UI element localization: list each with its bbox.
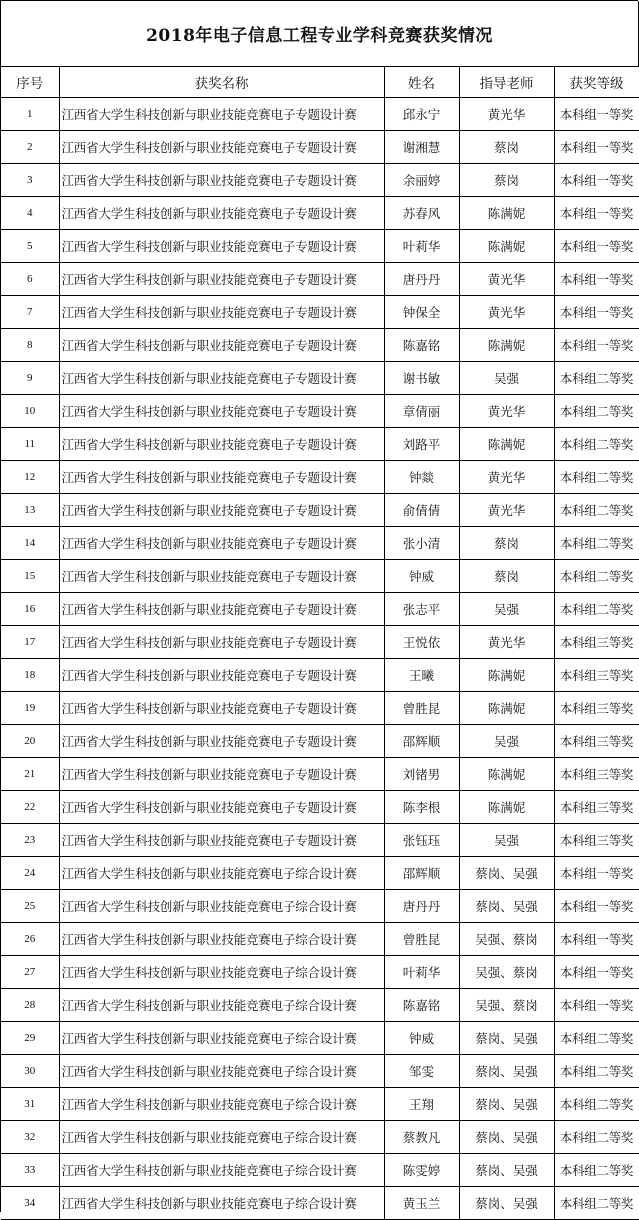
cell-index: 15	[1, 560, 59, 593]
cell-award: 江西省大学生科技创新与职业技能竞赛电子综合设计赛	[59, 1121, 384, 1154]
cell-award: 江西省大学生科技创新与职业技能竞赛电子专题设计赛	[59, 362, 384, 395]
cell-teacher: 吴强	[459, 593, 554, 626]
cell-teacher: 陈满妮	[459, 758, 554, 791]
cell-index: 14	[1, 527, 59, 560]
cell-teacher: 黄光华	[459, 296, 554, 329]
cell-award: 江西省大学生科技创新与职业技能竞赛电子专题设计赛	[59, 98, 384, 131]
cell-level: 本科组一等奖	[554, 263, 639, 296]
awards-table	[1, 67, 639, 1220]
cell-index: 26	[1, 923, 59, 956]
cell-level: 本科组三等奖	[554, 692, 639, 725]
cell-index: 21	[1, 758, 59, 791]
cell-teacher: 蔡岗、吴强	[459, 857, 554, 890]
cell-name: 陈嘉铭	[384, 329, 459, 362]
cell-level: 本科组三等奖	[554, 791, 639, 824]
cell-name: 曾胜昆	[384, 923, 459, 956]
cell-level: 本科组一等奖	[554, 197, 639, 230]
cell-index: 11	[1, 428, 59, 461]
table-body	[1, 98, 639, 1220]
cell-level: 本科组一等奖	[554, 923, 639, 956]
cell-level: 本科组二等奖	[554, 593, 639, 626]
table-header-row	[1, 67, 639, 98]
cell-teacher: 陈满妮	[459, 230, 554, 263]
cell-award: 江西省大学生科技创新与职业技能竞赛电子综合设计赛	[59, 1187, 384, 1220]
cell-award: 江西省大学生科技创新与职业技能竞赛电子专题设计赛	[59, 824, 384, 857]
cell-level: 本科组二等奖	[554, 494, 639, 527]
cell-name: 陈李根	[384, 791, 459, 824]
header-teacher: 指导老师	[459, 67, 554, 98]
cell-award: 江西省大学生科技创新与职业技能竞赛电子综合设计赛	[59, 1022, 384, 1055]
cell-index: 25	[1, 890, 59, 923]
table-row	[1, 593, 639, 626]
cell-teacher: 蔡岗、吴强	[459, 890, 554, 923]
cell-index: 32	[1, 1121, 59, 1154]
table-row	[1, 197, 639, 230]
table-row	[1, 692, 639, 725]
cell-name: 苏春风	[384, 197, 459, 230]
cell-index: 33	[1, 1154, 59, 1187]
cell-level: 本科组三等奖	[554, 725, 639, 758]
cell-award: 江西省大学生科技创新与职业技能竞赛电子专题设计赛	[59, 494, 384, 527]
cell-level: 本科组二等奖	[554, 1055, 639, 1088]
cell-name: 钟燚	[384, 461, 459, 494]
cell-name: 张钰珏	[384, 824, 459, 857]
table-row	[1, 1187, 639, 1220]
cell-index: 1	[1, 98, 59, 131]
table-row	[1, 296, 639, 329]
cell-award: 江西省大学生科技创新与职业技能竞赛电子专题设计赛	[59, 461, 384, 494]
table-row	[1, 230, 639, 263]
cell-teacher: 蔡岗、吴强	[459, 1022, 554, 1055]
table-row	[1, 362, 639, 395]
table-row	[1, 428, 639, 461]
cell-teacher: 吴强	[459, 725, 554, 758]
table-row	[1, 890, 639, 923]
table-row	[1, 791, 639, 824]
header-level: 获奖等级	[554, 67, 639, 98]
table-row	[1, 1088, 639, 1121]
cell-teacher: 蔡岗、吴强	[459, 1055, 554, 1088]
table-row	[1, 527, 639, 560]
cell-teacher: 蔡岗	[459, 131, 554, 164]
cell-award: 江西省大学生科技创新与职业技能竞赛电子专题设计赛	[59, 395, 384, 428]
cell-award: 江西省大学生科技创新与职业技能竞赛电子专题设计赛	[59, 263, 384, 296]
cell-index: 12	[1, 461, 59, 494]
table-row	[1, 824, 639, 857]
cell-level: 本科组二等奖	[554, 527, 639, 560]
cell-teacher: 陈满妮	[459, 197, 554, 230]
table-row	[1, 956, 639, 989]
cell-level: 本科组二等奖	[554, 1121, 639, 1154]
cell-name: 俞倩倩	[384, 494, 459, 527]
cell-name: 张志平	[384, 593, 459, 626]
cell-award: 江西省大学生科技创新与职业技能竞赛电子专题设计赛	[59, 560, 384, 593]
table-row	[1, 395, 639, 428]
cell-level: 本科组三等奖	[554, 659, 639, 692]
cell-award: 江西省大学生科技创新与职业技能竞赛电子综合设计赛	[59, 956, 384, 989]
cell-level: 本科组一等奖	[554, 890, 639, 923]
cell-index: 31	[1, 1088, 59, 1121]
table-row	[1, 1121, 639, 1154]
cell-award: 江西省大学生科技创新与职业技能竞赛电子综合设计赛	[59, 1088, 384, 1121]
cell-level: 本科组一等奖	[554, 857, 639, 890]
cell-level: 本科组一等奖	[554, 131, 639, 164]
cell-level: 本科组一等奖	[554, 329, 639, 362]
cell-teacher: 蔡岗	[459, 164, 554, 197]
table-row	[1, 329, 639, 362]
cell-name: 邱永宁	[384, 98, 459, 131]
cell-index: 2	[1, 131, 59, 164]
cell-teacher: 陈满妮	[459, 791, 554, 824]
table-row	[1, 923, 639, 956]
cell-index: 23	[1, 824, 59, 857]
cell-teacher: 陈满妮	[459, 428, 554, 461]
cell-name: 叶莉华	[384, 230, 459, 263]
cell-index: 27	[1, 956, 59, 989]
cell-index: 34	[1, 1187, 59, 1220]
table-row	[1, 560, 639, 593]
cell-index: 19	[1, 692, 59, 725]
cell-award: 江西省大学生科技创新与职业技能竞赛电子专题设计赛	[59, 164, 384, 197]
table-row	[1, 1154, 639, 1187]
cell-teacher: 黄光华	[459, 494, 554, 527]
cell-level: 本科组一等奖	[554, 296, 639, 329]
cell-index: 9	[1, 362, 59, 395]
cell-level: 本科组二等奖	[554, 1088, 639, 1121]
cell-index: 18	[1, 659, 59, 692]
cell-level: 本科组二等奖	[554, 362, 639, 395]
table-row	[1, 626, 639, 659]
cell-award: 江西省大学生科技创新与职业技能竞赛电子专题设计赛	[59, 692, 384, 725]
cell-index: 24	[1, 857, 59, 890]
cell-level: 本科组二等奖	[554, 395, 639, 428]
cell-award: 江西省大学生科技创新与职业技能竞赛电子专题设计赛	[59, 527, 384, 560]
cell-name: 钟威	[384, 1022, 459, 1055]
table-row	[1, 659, 639, 692]
table-row	[1, 989, 639, 1022]
cell-award: 江西省大学生科技创新与职业技能竞赛电子专题设计赛	[59, 659, 384, 692]
cell-name: 唐丹丹	[384, 263, 459, 296]
cell-index: 13	[1, 494, 59, 527]
cell-name: 谢湘慧	[384, 131, 459, 164]
table-row	[1, 725, 639, 758]
cell-award: 江西省大学生科技创新与职业技能竞赛电子专题设计赛	[59, 725, 384, 758]
cell-name: 曾胜昆	[384, 692, 459, 725]
cell-level: 本科组一等奖	[554, 956, 639, 989]
cell-name: 刘路平	[384, 428, 459, 461]
cell-award: 江西省大学生科技创新与职业技能竞赛电子专题设计赛	[59, 197, 384, 230]
cell-name: 钟威	[384, 560, 459, 593]
cell-award: 江西省大学生科技创新与职业技能竞赛电子综合设计赛	[59, 1154, 384, 1187]
cell-name: 邹雯	[384, 1055, 459, 1088]
cell-level: 本科组二等奖	[554, 461, 639, 494]
cell-index: 16	[1, 593, 59, 626]
cell-teacher: 黄光华	[459, 263, 554, 296]
cell-index: 4	[1, 197, 59, 230]
cell-level: 本科组二等奖	[554, 1022, 639, 1055]
cell-teacher: 吴强、蔡岗	[459, 989, 554, 1022]
table-row	[1, 494, 639, 527]
table-row	[1, 263, 639, 296]
cell-name: 王曦	[384, 659, 459, 692]
cell-award: 江西省大学生科技创新与职业技能竞赛电子综合设计赛	[59, 857, 384, 890]
cell-name: 王翔	[384, 1088, 459, 1121]
cell-level: 本科组一等奖	[554, 98, 639, 131]
cell-level: 本科组二等奖	[554, 560, 639, 593]
cell-teacher: 吴强	[459, 362, 554, 395]
cell-name: 唐丹丹	[384, 890, 459, 923]
table-row	[1, 1055, 639, 1088]
cell-level: 本科组三等奖	[554, 626, 639, 659]
cell-name: 余丽婷	[384, 164, 459, 197]
cell-index: 7	[1, 296, 59, 329]
cell-index: 22	[1, 791, 59, 824]
cell-award: 江西省大学生科技创新与职业技能竞赛电子专题设计赛	[59, 626, 384, 659]
page-title: 2018年电子信息工程专业学科竞赛获奖情况	[1, 1, 639, 67]
cell-level: 本科组一等奖	[554, 164, 639, 197]
cell-name: 邵辉顺	[384, 857, 459, 890]
cell-award: 江西省大学生科技创新与职业技能竞赛电子综合设计赛	[59, 923, 384, 956]
cell-index: 8	[1, 329, 59, 362]
cell-teacher: 蔡岗	[459, 527, 554, 560]
cell-index: 6	[1, 263, 59, 296]
cell-award: 江西省大学生科技创新与职业技能竞赛电子专题设计赛	[59, 593, 384, 626]
header-award: 获奖名称	[59, 67, 384, 98]
cell-teacher: 蔡岗、吴强	[459, 1154, 554, 1187]
cell-level: 本科组三等奖	[554, 758, 639, 791]
cell-award: 江西省大学生科技创新与职业技能竞赛电子综合设计赛	[59, 1055, 384, 1088]
cell-name: 黄玉兰	[384, 1187, 459, 1220]
cell-teacher: 陈满妮	[459, 329, 554, 362]
cell-name: 叶莉华	[384, 956, 459, 989]
cell-name: 陈雯婷	[384, 1154, 459, 1187]
cell-index: 10	[1, 395, 59, 428]
cell-name: 刘锗男	[384, 758, 459, 791]
cell-award: 江西省大学生科技创新与职业技能竞赛电子综合设计赛	[59, 989, 384, 1022]
cell-teacher: 蔡岗、吴强	[459, 1187, 554, 1220]
cell-award: 江西省大学生科技创新与职业技能竞赛电子专题设计赛	[59, 131, 384, 164]
cell-level: 本科组二等奖	[554, 428, 639, 461]
cell-teacher: 蔡岗、吴强	[459, 1088, 554, 1121]
header-index: 序号	[1, 67, 59, 98]
cell-name: 邵辉顺	[384, 725, 459, 758]
cell-award: 江西省大学生科技创新与职业技能竞赛电子专题设计赛	[59, 296, 384, 329]
cell-teacher: 吴强	[459, 824, 554, 857]
cell-level: 本科组二等奖	[554, 1154, 639, 1187]
cell-teacher: 陈满妮	[459, 692, 554, 725]
table-row	[1, 857, 639, 890]
cell-index: 3	[1, 164, 59, 197]
header-name: 姓名	[384, 67, 459, 98]
table-row	[1, 98, 639, 131]
cell-award: 江西省大学生科技创新与职业技能竞赛电子专题设计赛	[59, 230, 384, 263]
cell-index: 20	[1, 725, 59, 758]
cell-name: 章倩丽	[384, 395, 459, 428]
cell-teacher: 黄光华	[459, 395, 554, 428]
cell-teacher: 吴强、蔡岗	[459, 923, 554, 956]
cell-teacher: 吴强、蔡岗	[459, 956, 554, 989]
cell-teacher: 黄光华	[459, 626, 554, 659]
cell-award: 江西省大学生科技创新与职业技能竞赛电子专题设计赛	[59, 329, 384, 362]
cell-name: 蔡教凡	[384, 1121, 459, 1154]
cell-index: 30	[1, 1055, 59, 1088]
cell-name: 陈嘉铭	[384, 989, 459, 1022]
cell-award: 江西省大学生科技创新与职业技能竞赛电子专题设计赛	[59, 791, 384, 824]
cell-index: 5	[1, 230, 59, 263]
table-row	[1, 461, 639, 494]
cell-level: 本科组一等奖	[554, 989, 639, 1022]
cell-teacher: 蔡岗、吴强	[459, 1121, 554, 1154]
cell-name: 张小清	[384, 527, 459, 560]
cell-index: 29	[1, 1022, 59, 1055]
table-row	[1, 164, 639, 197]
cell-name: 谢书敏	[384, 362, 459, 395]
cell-name: 钟保全	[384, 296, 459, 329]
cell-award: 江西省大学生科技创新与职业技能竞赛电子专题设计赛	[59, 428, 384, 461]
cell-level: 本科组三等奖	[554, 824, 639, 857]
table-row	[1, 131, 639, 164]
cell-level: 本科组二等奖	[554, 1187, 639, 1220]
cell-award: 江西省大学生科技创新与职业技能竞赛电子专题设计赛	[59, 758, 384, 791]
cell-teacher: 黄光华	[459, 98, 554, 131]
table-row	[1, 758, 639, 791]
cell-award: 江西省大学生科技创新与职业技能竞赛电子综合设计赛	[59, 890, 384, 923]
cell-index: 17	[1, 626, 59, 659]
cell-teacher: 陈满妮	[459, 659, 554, 692]
cell-index: 28	[1, 989, 59, 1022]
cell-teacher: 蔡岗	[459, 560, 554, 593]
cell-teacher: 黄光华	[459, 461, 554, 494]
table-row	[1, 1022, 639, 1055]
cell-name: 王悦依	[384, 626, 459, 659]
cell-level: 本科组一等奖	[554, 230, 639, 263]
